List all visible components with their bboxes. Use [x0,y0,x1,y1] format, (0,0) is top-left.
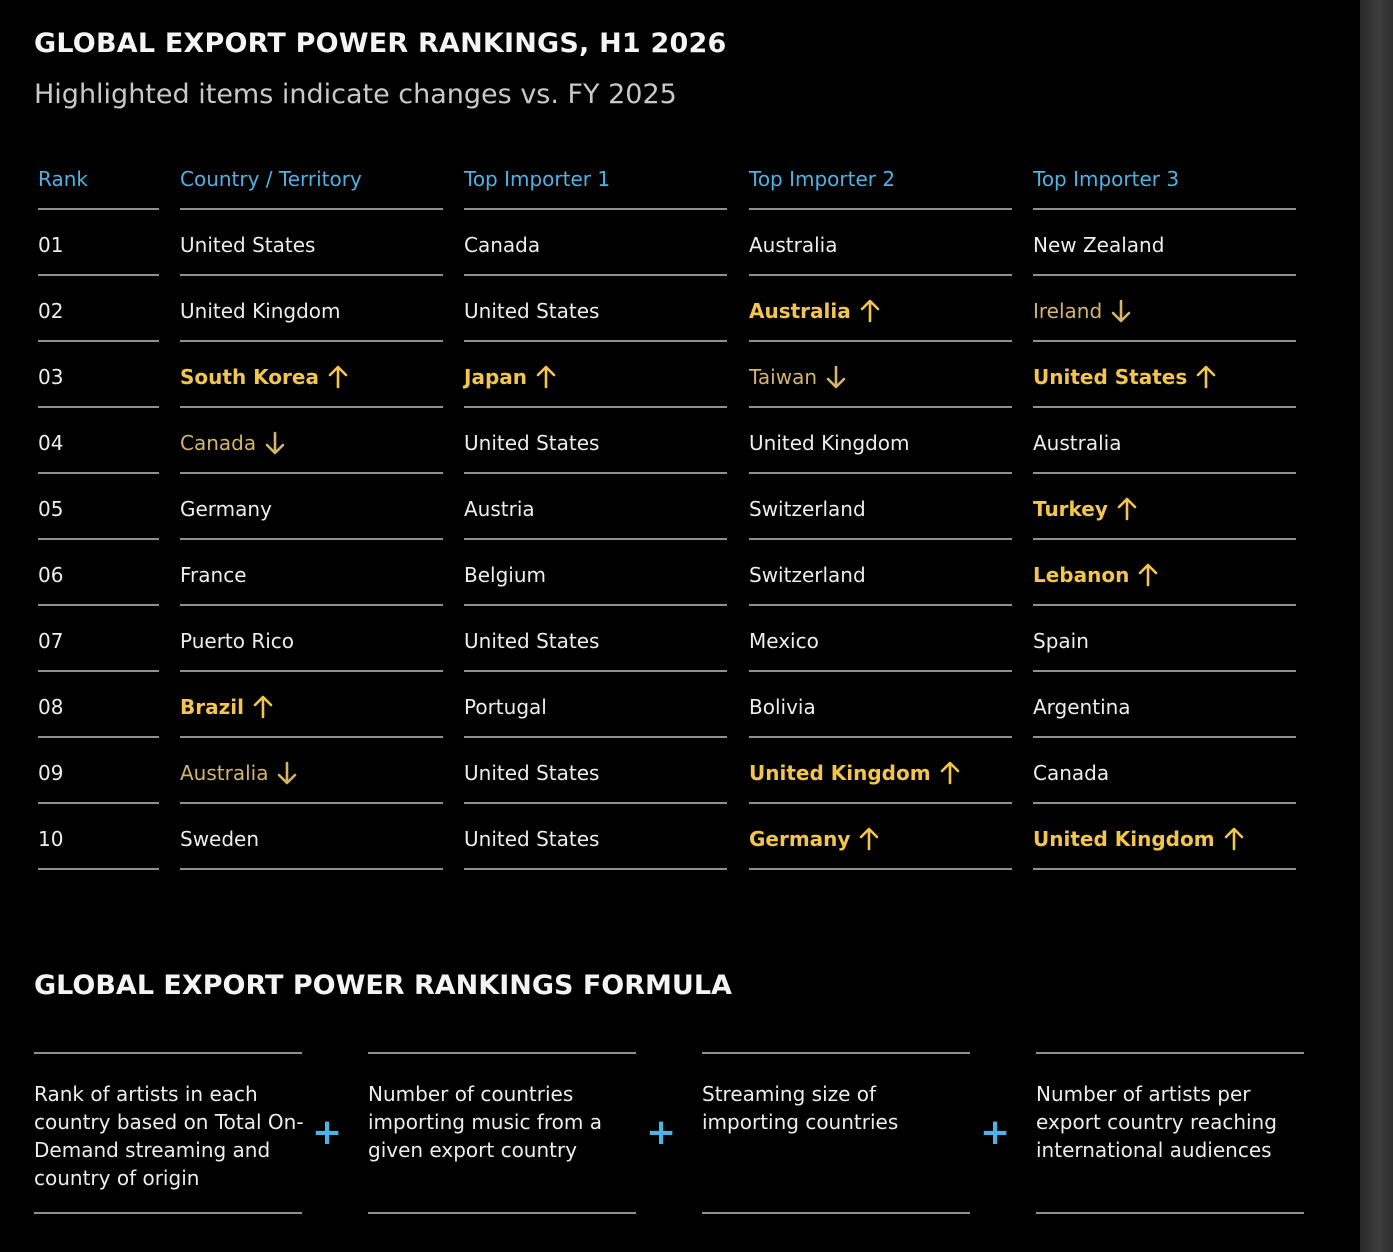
cell-text: United States [1033,365,1188,389]
cell-text: Argentina [1033,695,1131,719]
column-header-rank: Rank [38,150,159,210]
country-cell [180,480,443,540]
arrow-up-icon [535,365,557,389]
importer-1-cell [464,348,727,408]
country-cell [180,414,443,474]
country-cell [180,810,443,870]
importer-2-cell [749,216,1012,276]
page-subtitle: Highlighted items indicate changes vs. FY 2025 [34,79,677,110]
importer-2-cell [749,282,1012,342]
cell-text: Canada [1033,761,1110,785]
cell-text: 07 [38,629,64,653]
cell-text: United States [464,629,600,653]
cell-text: 02 [38,299,64,323]
cell-text: United Kingdom [1033,827,1215,851]
cell-text: Mexico [749,629,819,653]
rank-cell [38,480,159,540]
importer-1-cell [464,282,727,342]
cell-text: United Kingdom [749,761,931,785]
formula-item-text: Number of countries importing music from a given export country [368,1082,602,1162]
arrow-up-icon [1116,497,1138,521]
cell-text: Canada [464,233,541,257]
cell-text: Canada [180,431,257,455]
arrow-down-icon [264,431,286,455]
importer-3-cell [1033,810,1296,870]
formula-item [1036,1052,1304,1214]
cell-text: Spain [1033,629,1089,653]
cell-text: Belgium [464,563,546,587]
importer-3-cell [1033,480,1296,540]
importer-3-cell [1033,612,1296,672]
cell-text: Germany [180,497,272,521]
cell-text: Australia [1033,431,1122,455]
plus-icon: + [980,1112,1011,1153]
cell-text: Brazil [180,695,244,719]
plus-icon: + [312,1112,343,1153]
country-cell [180,282,443,342]
cell-text: 10 [38,827,64,851]
rank-cell [38,546,159,606]
importer-2-cell [749,414,1012,474]
importer-1-cell [464,744,727,804]
cell-text: 01 [38,233,64,257]
country-cell [180,546,443,606]
cell-text: Taiwan [749,365,818,389]
cell-text: Germany [749,827,851,851]
cell-text: United States [180,233,316,257]
cell-text: Switzerland [749,563,866,587]
importer-3-cell [1033,216,1296,276]
right-edge-shade [1360,0,1393,1252]
importer-1-cell [464,810,727,870]
importer-1-cell [464,480,727,540]
formula-item [368,1052,636,1214]
cell-text: 09 [38,761,64,785]
cell-text: United States [464,431,600,455]
cell-text: 05 [38,497,64,521]
importer-3-cell [1033,744,1296,804]
cell-text: Sweden [180,827,260,851]
country-cell [180,348,443,408]
importer-3-cell [1033,546,1296,606]
rank-cell [38,678,159,738]
cell-text: Bolivia [749,695,816,719]
importer-2-cell [749,678,1012,738]
formula-item [34,1052,302,1214]
country-cell [180,678,443,738]
importer-1-cell [464,678,727,738]
cell-text: Australia [180,761,269,785]
rank-cell [38,348,159,408]
cell-text: United Kingdom [749,431,910,455]
arrow-up-icon [859,299,881,323]
cell-text: United Kingdom [180,299,341,323]
cell-text: Portugal [464,695,547,719]
column-header-importer-3: Top Importer 3 [1033,150,1296,210]
cell-text: United States [464,761,600,785]
importer-3-cell [1033,678,1296,738]
importer-3-cell [1033,414,1296,474]
country-cell [180,216,443,276]
cell-text: 04 [38,431,64,455]
arrow-up-icon [1195,365,1217,389]
arrow-up-icon [1137,563,1159,587]
cell-text: Japan [464,365,527,389]
column-header-importer-1: Top Importer 1 [464,150,727,210]
cell-text: Australia [749,299,851,323]
importer-1-cell [464,414,727,474]
country-cell [180,744,443,804]
importer-3-cell [1033,282,1296,342]
cell-text: France [180,563,247,587]
country-cell [180,612,443,672]
cell-text: South Korea [180,365,319,389]
cell-text: New Zealand [1033,233,1165,257]
plus-icon: + [646,1112,677,1153]
arrow-down-icon [825,365,847,389]
cell-text: 06 [38,563,64,587]
formula-item [702,1052,970,1214]
rank-cell [38,810,159,870]
importer-1-cell [464,612,727,672]
importer-2-cell [749,744,1012,804]
arrow-up-icon [252,695,274,719]
cell-text: Lebanon [1033,563,1130,587]
importer-2-cell [749,480,1012,540]
cell-text: United States [464,299,600,323]
rank-cell [38,282,159,342]
arrow-up-icon [939,761,961,785]
importer-2-cell [749,546,1012,606]
arrow-up-icon [327,365,349,389]
cell-text: Austria [464,497,535,521]
cell-text: 08 [38,695,64,719]
cell-text: Ireland [1033,299,1103,323]
column-header-importer-2: Top Importer 2 [749,150,1012,210]
importer-1-cell [464,546,727,606]
cell-text: Australia [749,233,838,257]
importer-2-cell [749,348,1012,408]
cell-text: Turkey [1033,497,1108,521]
formula-title: GLOBAL EXPORT POWER RANKINGS FORMULA [34,970,732,1001]
importer-2-cell [749,810,1012,870]
cell-text: Switzerland [749,497,866,521]
arrow-down-icon [276,761,298,785]
cell-text: 03 [38,365,64,389]
arrow-up-icon [1223,827,1245,851]
formula-item-text: Rank of artists in each country based on Total On-Demand streaming and country of origin [34,1082,304,1190]
cell-text: United States [464,827,600,851]
formula-item-text: Number of artists per export country reaching international audiences [1036,1082,1277,1162]
page-title: GLOBAL EXPORT POWER RANKINGS, H1 2026 [34,28,727,59]
arrow-down-icon [1110,299,1132,323]
rank-cell [38,612,159,672]
importer-2-cell [749,612,1012,672]
formula-item-text: Streaming size of importing countries [702,1082,899,1134]
importer-3-cell [1033,348,1296,408]
arrow-up-icon [858,827,880,851]
cell-text: Puerto Rico [180,629,295,653]
column-header-country: Country / Territory [180,150,443,210]
importer-1-cell [464,216,727,276]
rank-cell [38,216,159,276]
rank-cell [38,414,159,474]
rank-cell [38,744,159,804]
